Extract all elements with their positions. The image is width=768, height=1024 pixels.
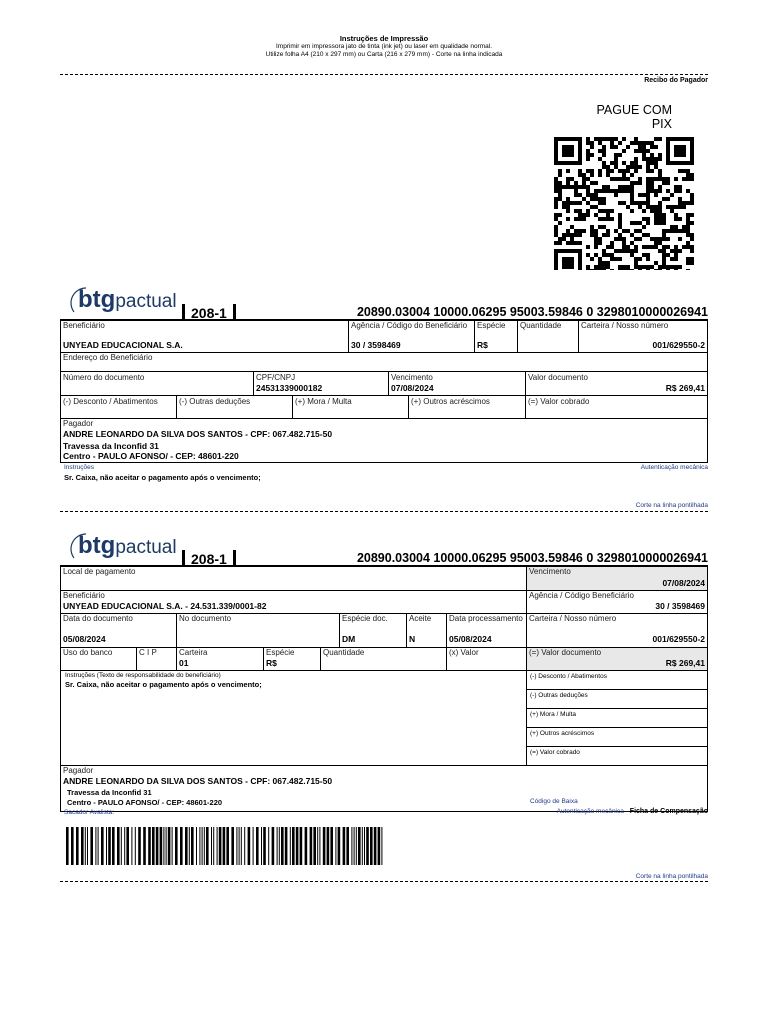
outras-deducoes-label: (-) Outras deduções <box>179 397 251 406</box>
vencimento-value: 07/08/2024 <box>391 383 434 393</box>
ficha-instrucao-text: Sr. Caixa, não aceitar o pagamento após o vencimento; <box>65 680 262 689</box>
desconto-label: (-) Desconto / Abatimentos <box>63 397 158 406</box>
pix-label <box>560 103 672 131</box>
receipt-label: Recibo do Pagador <box>644 77 708 84</box>
ficha-agencia-value: 30 / 3598469 <box>655 601 705 611</box>
cpf-cnpj-value: 24531339000182 <box>256 383 323 393</box>
carteira2-label: Carteira <box>179 648 208 657</box>
codigo-baixa-label: Código de Baixa <box>530 798 578 805</box>
ficha-pagador-value: ANDRE LEONARDO DA SILVA DOS SANTOS - CPF: 067.482.715-50 <box>63 776 333 786</box>
ficha-valor-doc-label: (=) Valor documento <box>529 648 602 657</box>
vencimento-label: Vencimento <box>391 373 433 382</box>
carteira-label: Carteira / Nosso número <box>581 321 669 330</box>
mora-label: (+) Mora / Multa <box>295 397 352 406</box>
beneficiario-label: Beneficiário <box>63 321 105 330</box>
ficha-corte-label: Corte na linha pontilhada <box>635 873 708 880</box>
data-proc-label: Data processamento <box>449 614 523 623</box>
cut-line-bottom <box>60 881 708 882</box>
logo-text-sub-ficha: pactual <box>115 537 177 558</box>
cip-label: C I P <box>139 648 157 657</box>
pagador-label: Pagador <box>63 419 94 428</box>
endereco-beneficiario-label: Endereço do Beneficiário <box>63 353 153 362</box>
ficha-beneficiario-label: Beneficiário <box>63 591 105 600</box>
ficha-quantidade-label: Quantidade <box>323 648 365 657</box>
print-instructions <box>0 34 768 59</box>
ficha-vencimento-value: 07/08/2024 <box>662 578 705 588</box>
outros-acrescimos-label: (+) Outros acréscimos <box>411 397 490 406</box>
ficha-beneficiario-value: UNYEAD EDUCACIONAL S.A. - 24.531.339/0001-82 <box>63 601 267 611</box>
bank-code-divider-right <box>233 304 236 320</box>
data-doc-value: 05/08/2024 <box>63 634 106 644</box>
data-proc-value: 05/08/2024 <box>449 634 492 644</box>
especie-doc-value: DM <box>342 634 356 644</box>
ficha-vencimento-label: Vencimento <box>529 567 571 576</box>
valor-doc-value: R$ 269,41 <box>665 383 705 393</box>
ficha-autenticacao-label: Autenticação mecânica - <box>556 808 628 815</box>
beneficiario-value: UNYEAD EDUCACIONAL S.A. <box>63 340 183 350</box>
ficha-bank-code-divider-right <box>233 550 236 566</box>
especie-label: Espécie <box>477 321 506 330</box>
ficha-digitable-line: 20890.03004 10000.06295 95003.59846 0 3298010000026941 <box>356 551 708 565</box>
ficha-pagador-label: Pagador <box>63 766 94 775</box>
ficha-pagador-endereco-1: Travessa da Inconfid 31 <box>67 788 152 797</box>
cut-line-middle <box>60 511 708 512</box>
ficha-outras-deducoes-label: (-) Outras deduções <box>530 692 588 699</box>
especie-doc-label: Espécie doc. <box>342 614 388 623</box>
x-valor-label: (x) Valor <box>449 648 479 657</box>
ficha-bank-logo <box>70 530 180 569</box>
ficha-mora-label: (+) Mora / Multa <box>530 711 577 718</box>
print-instructions-line-1: Imprimir em impressora jato de tinta (ink jet) ou laser em qualidade normal. <box>275 43 493 50</box>
pix-label-line-1: PAGUE COM <box>596 103 672 117</box>
aceite-label: Aceite <box>409 614 432 623</box>
cpf-cnpj-label: CPF/CNPJ <box>256 373 296 382</box>
data-doc-label: Data do documento <box>63 614 133 623</box>
receipt-table <box>60 319 708 463</box>
ficha-autenticacao <box>400 808 708 815</box>
ficha-especie-value: R$ <box>266 658 277 668</box>
ficha-valor-cobrado-label: (=) Valor cobrado <box>530 749 580 756</box>
valor-cobrado-label: (=) Valor cobrado <box>528 397 590 406</box>
ficha-valor-doc-value: R$ 269,41 <box>665 658 705 668</box>
ficha-bank-code: 208-1 <box>191 551 227 567</box>
ficha-bank-code-divider-left <box>182 550 185 566</box>
logo-text-main: btg <box>78 286 116 313</box>
ficha-num-doc-label: No documento <box>179 614 232 623</box>
nosso-numero-value: 001/629550-2 <box>652 340 705 350</box>
print-instructions-line-2: Utilize folha A4 (210 x 297 mm) ou Carta (216 x 279 mm) - Corte na linha indicada <box>265 51 503 58</box>
cut-line-top <box>60 74 708 75</box>
ficha-pagador-endereco-2: Centro - PAULO AFONSO/ - CEP: 48601-220 <box>67 798 223 807</box>
receipt-corte-label: Corte na linha pontilhada <box>635 502 708 509</box>
agencia-label: Agência / Código do Beneficiário <box>351 321 468 330</box>
payment-barcode <box>66 827 384 865</box>
valor-doc-label: Valor documento <box>528 373 588 382</box>
ficha-carteira-label: Carteira / Nosso número <box>529 614 617 623</box>
especie-value: R$ <box>477 340 488 350</box>
bank-code-divider-left <box>182 304 185 320</box>
logo-text-sub: pactual <box>115 291 177 312</box>
sacador-label: Sacador Avalista: <box>64 809 115 816</box>
pix-label-line-2: PIX <box>651 117 672 131</box>
aceite-value: N <box>409 634 416 644</box>
agencia-value: 30 / 3598469 <box>351 340 401 350</box>
print-instructions-title: Instruções de Impressão <box>339 34 429 43</box>
ficha-desconto-label: (-) Desconto / Abatimentos <box>530 673 607 680</box>
pagador-value: ANDRE LEONARDO DA SILVA DOS SANTOS - CPF: 067.482.715-50 <box>63 429 333 439</box>
quantidade-label: Quantidade <box>520 321 562 330</box>
pagador-endereco-1: Travessa da Inconfid 31 <box>63 441 159 451</box>
carteira-value: 01 <box>179 658 189 668</box>
receipt-instrucao-text: Sr. Caixa, não aceitar o pagamento após o vencimento; <box>64 473 261 482</box>
ficha-agencia-label: Agência / Código Beneficiário <box>529 591 634 600</box>
receipt-digitable-line: 20890.03004 10000.06295 95003.59846 0 3298010000026941 <box>356 305 708 319</box>
ficha-table <box>60 565 708 812</box>
receipt-instrucoes-label: Instruções <box>64 464 94 471</box>
logo-text-main-ficha: btg <box>78 532 116 559</box>
pagador-endereco-2: Centro - PAULO AFONSO/ - CEP: 48601-220 <box>63 451 239 461</box>
receipt-autenticacao-label: Autenticação mecânica <box>640 464 708 471</box>
num-doc-label: Número do documento <box>63 373 145 382</box>
ficha-especie-label: Espécie <box>266 648 295 657</box>
local-pagamento-label: Local de pagamento <box>63 567 136 576</box>
uso-banco-label: Uso do banco <box>63 648 113 657</box>
ficha-nosso-numero-value: 001/629550-2 <box>652 634 705 644</box>
ficha-compensacao-label: Ficha de Compensação <box>629 808 708 815</box>
ficha-instrucoes-label: Instruções (Texto de responsabilidade do beneficiário) <box>65 672 221 679</box>
receipt-bank-logo <box>70 284 180 323</box>
pix-qr-code <box>554 137 694 270</box>
ficha-outros-acrescimos-label: (+) Outros acréscimos <box>530 730 595 737</box>
receipt-bank-code: 208-1 <box>191 305 227 321</box>
